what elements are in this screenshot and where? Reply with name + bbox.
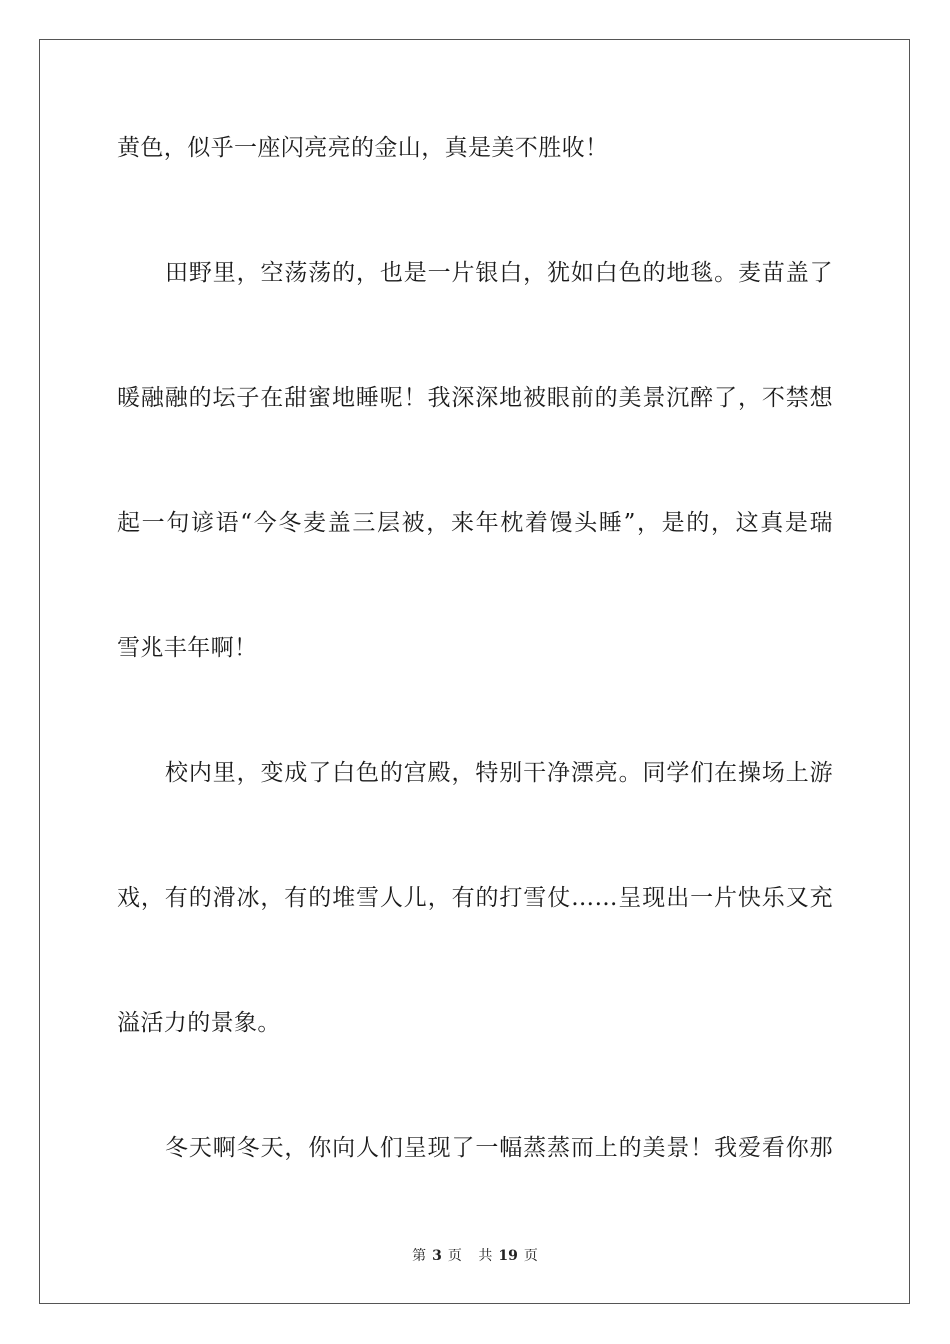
paragraph-line-7: 戏，有的滑冰，有的堆雪人儿，有的打雪仗……呈现出一片快乐又充 [117, 885, 833, 911]
total-suffix: 页 [523, 1248, 538, 1264]
total-count: 19 [498, 1248, 518, 1264]
paragraph-line-2: 田野里，空荡荡的，也是一片银白，犹如白色的地毯。麦苗盖了 [165, 260, 833, 286]
page-prefix: 第 [412, 1248, 427, 1264]
paragraph-line-5: 雪兆丰年啊！ [117, 635, 258, 661]
page-footer [0, 1246, 950, 1266]
paragraph-line-1: 黄色，似乎一座闪亮亮的金山，真是美不胜收！ [117, 135, 609, 161]
page-total [475, 1248, 540, 1264]
paragraph-line-6: 校内里，变成了白色的宫殿，特别干净漂亮。同学们在操场上游 [165, 760, 833, 786]
total-prefix: 共 [478, 1248, 493, 1264]
paragraph-line-9: 冬天啊冬天，你向人们呈现了一幅蒸蒸而上的美景！我爱看你那 [165, 1135, 833, 1161]
page-current: 3 [432, 1248, 442, 1264]
paragraph-line-3: 暖融融的坛子在甜蜜地睡呢！我深深地被眼前的美景沉醉了，不禁想 [117, 385, 833, 411]
page-number [409, 1248, 465, 1264]
page-border [39, 39, 910, 1304]
page-suffix: 页 [447, 1248, 462, 1264]
paragraph-line-4: 起一句谚语“今冬麦盖三层被，来年枕着馒头睡”，是的，这真是瑞 [117, 510, 833, 536]
paragraph-line-8: 溢活力的景象。 [117, 1010, 281, 1036]
